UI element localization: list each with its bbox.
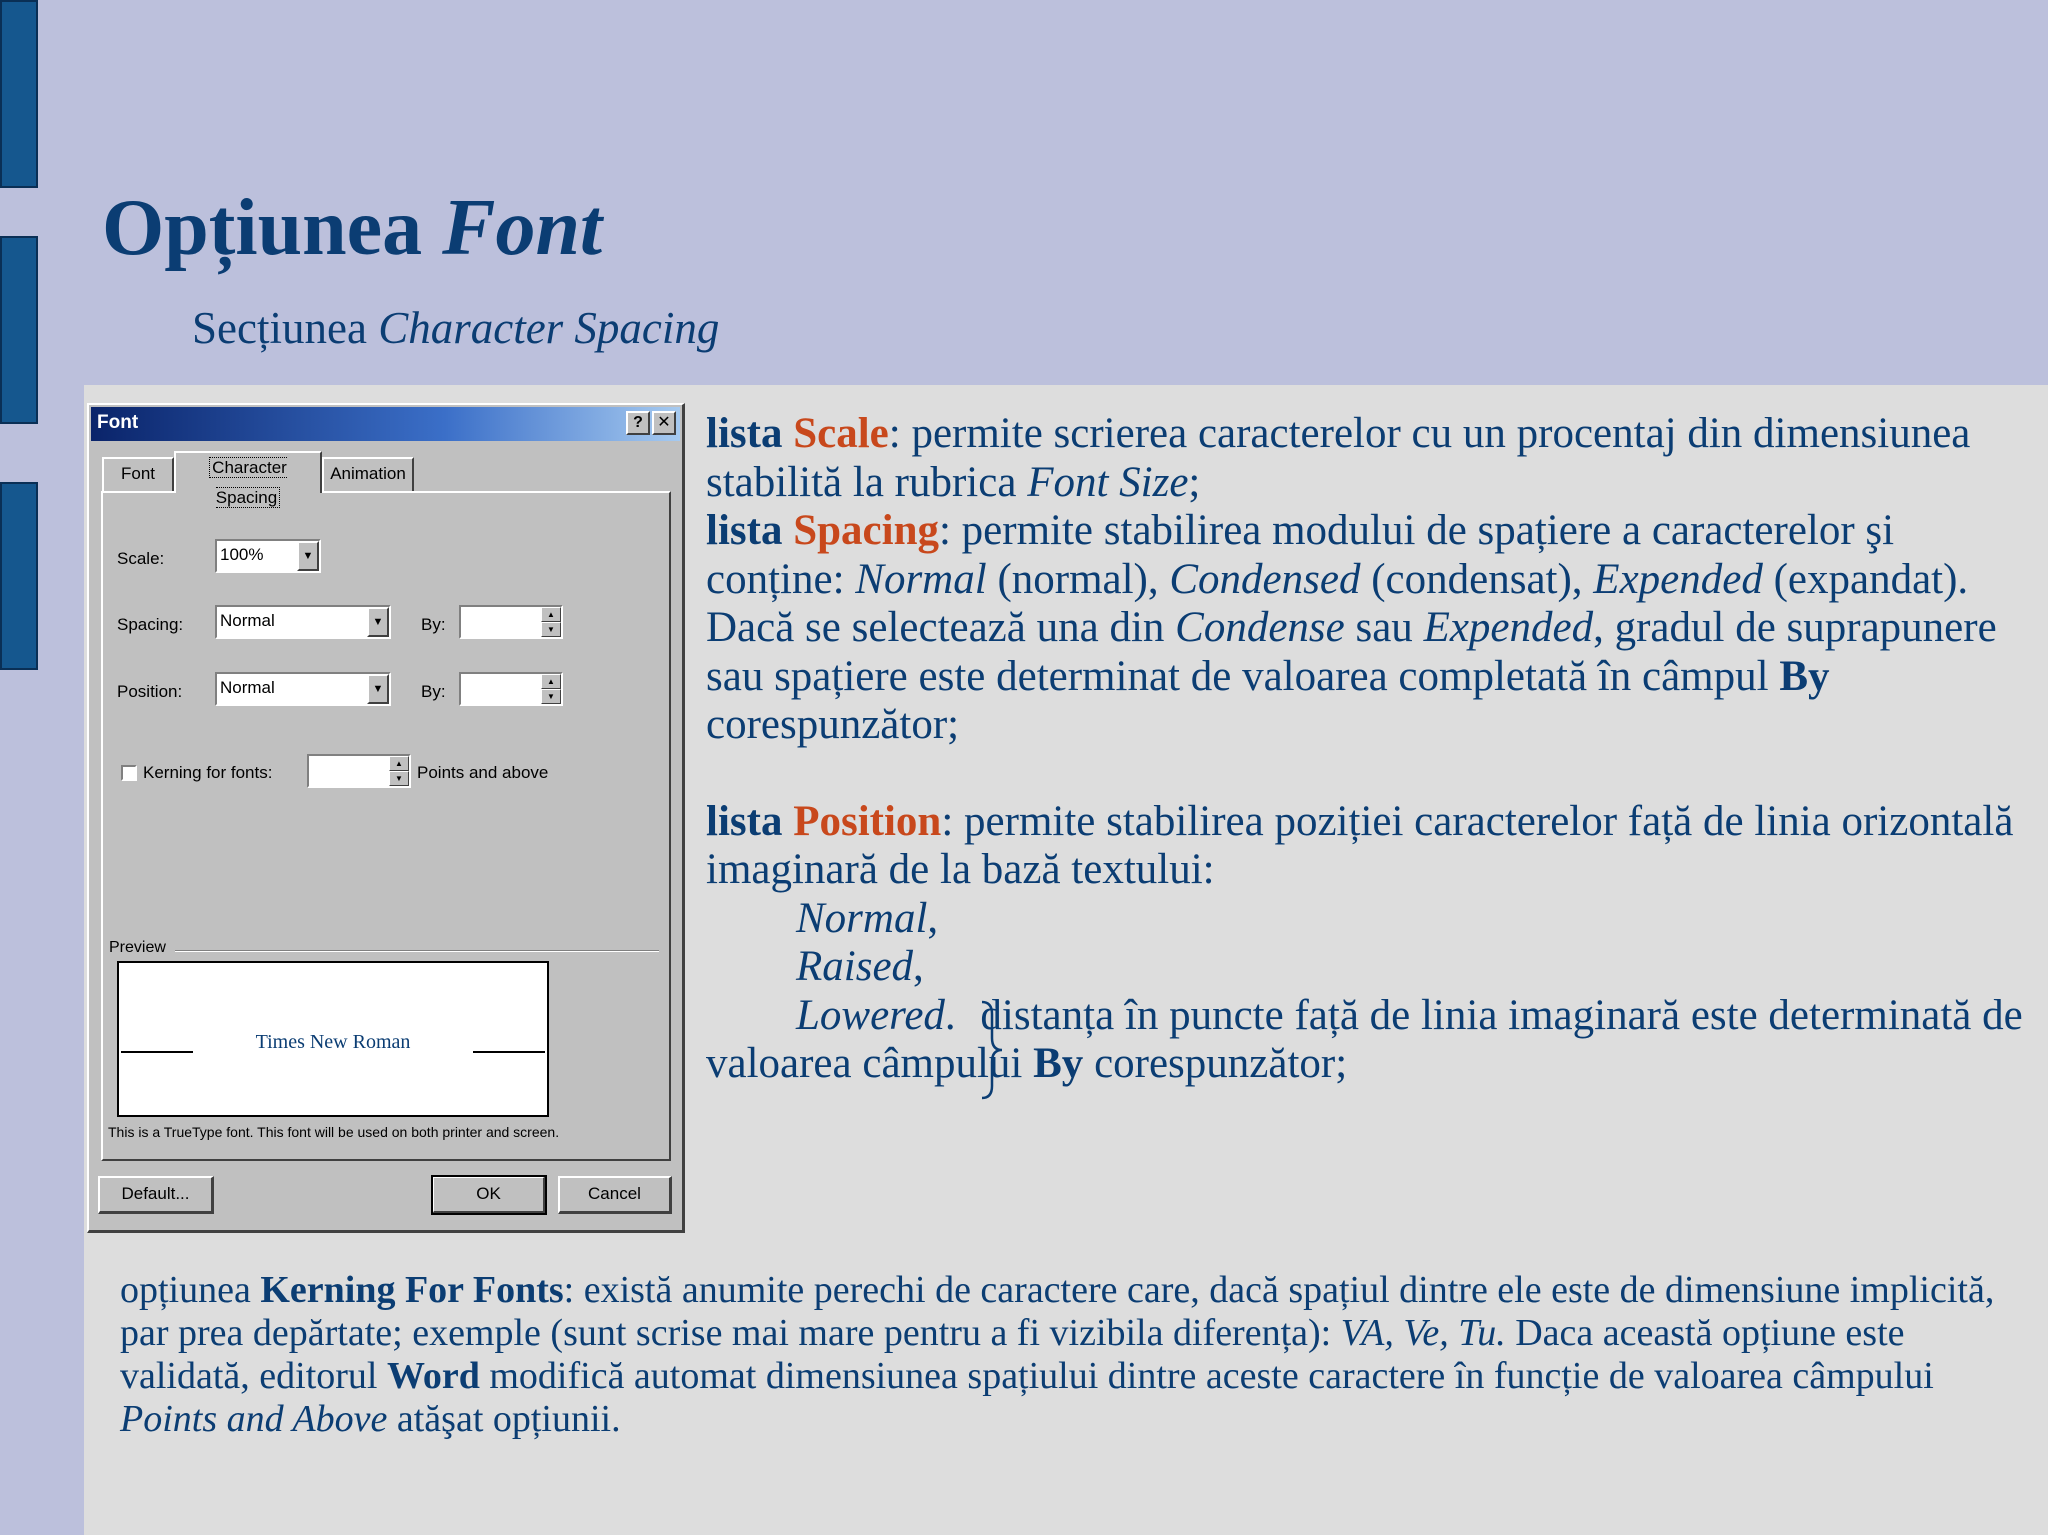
position-by-label: By:: [421, 682, 446, 701]
position-label: Position:: [117, 682, 183, 701]
k-bold2: Word: [386, 1355, 480, 1397]
chevron-down-icon[interactable]: ▼: [367, 674, 389, 704]
ok-button[interactable]: OK: [432, 1176, 546, 1214]
spacing-by-stepper[interactable]: [459, 605, 563, 639]
kerning-points-stepper[interactable]: [307, 754, 411, 788]
spin-up-icon[interactable]: ▲: [541, 607, 561, 622]
k-a: opțiunea: [120, 1269, 261, 1311]
p3-b: sau: [1344, 604, 1424, 651]
scale-select[interactable]: [215, 539, 321, 573]
tab-animation[interactable]: [322, 457, 414, 491]
scale-paragraph: [706, 410, 2026, 507]
preview-baseline-right: [473, 1051, 545, 1053]
opt2: Raised: [796, 943, 914, 990]
help-button[interactable]: ?: [626, 411, 650, 435]
position-select[interactable]: [215, 672, 391, 706]
position-keyword: Position: [793, 797, 942, 845]
p2-d: (condensat),: [1360, 555, 1594, 603]
preview-label: Preview: [109, 939, 166, 956]
paragraph-spacer: [706, 750, 2026, 798]
tab-animation-label: Animation: [330, 464, 406, 483]
opt1: Normal: [796, 894, 928, 942]
spin-down-icon[interactable]: ▼: [541, 622, 561, 637]
p2-i2: Condensed: [1169, 555, 1361, 603]
tab-character-spacing-label: Character Spacing: [209, 457, 287, 508]
kerning-label: Kerning for fonts:: [143, 763, 273, 782]
spacing-keyword: Spacing: [793, 507, 939, 554]
spacing-value: Normal: [220, 611, 275, 630]
preview-text: Times New Roman: [255, 1031, 411, 1053]
dialog-titlebar: [91, 407, 680, 441]
truetype-note: This is a TrueType font. This font will be used on both printer and screen.: [108, 1124, 560, 1140]
tab-font[interactable]: [102, 457, 174, 491]
preview-box: [117, 961, 549, 1117]
chevron-down-icon[interactable]: ▼: [297, 541, 319, 571]
title-italic: Font: [442, 184, 603, 272]
title-plain: Opțiunea: [102, 184, 443, 272]
p3-d: corespunzător;: [706, 701, 960, 748]
k-bold1: Kerning For Fonts: [260, 1269, 564, 1311]
slide-title: [102, 184, 603, 272]
position-by-stepper[interactable]: [459, 672, 563, 706]
kerning-text: [120, 1269, 2000, 1441]
spin-down-icon[interactable]: ▼: [389, 771, 409, 786]
p1-i: Font Size: [1027, 458, 1189, 506]
p3-a: Dacă se selectează una din: [706, 604, 1176, 651]
spin-up-icon[interactable]: ▲: [541, 674, 561, 689]
lowered-paragraph: [706, 992, 2026, 1089]
p4-b: : permite stabilirea poziției caracterelor față de linia orizontală imaginară de la bază textului:: [706, 797, 2014, 893]
kerning-checkbox[interactable]: [121, 765, 137, 781]
p2-e: (expandat).: [1762, 555, 1969, 603]
side-bar-bottom: [0, 482, 38, 670]
side-bar-middle: [0, 236, 38, 424]
points-above-label: Points and above: [417, 763, 549, 782]
tab-character-spacing[interactable]: [174, 451, 322, 507]
position-paragraph: [706, 798, 2026, 895]
subtitle-plain: Secțiunea: [192, 303, 379, 353]
chevron-down-icon[interactable]: ▼: [367, 607, 389, 637]
side-bar-top: [0, 0, 38, 188]
p3-i2: Expended: [1423, 604, 1594, 651]
spacing-select[interactable]: [215, 605, 391, 639]
scale-value: 100%: [220, 545, 264, 564]
p5-a: distanța în puncte față de linia imaginară este determinată de valoarea câmpului: [706, 991, 2023, 1087]
p2-i3: Expended: [1593, 555, 1763, 603]
p5-bold: By: [1033, 1040, 1084, 1087]
p1-c: ;: [1188, 458, 1201, 506]
k-i2: Points and Above: [120, 1398, 388, 1440]
scale-keyword: Scale: [793, 410, 889, 457]
spacing-label: Spacing:: [117, 615, 184, 634]
p5-b: corespunzător;: [1083, 1040, 1348, 1087]
condense-paragraph: [706, 604, 2026, 750]
p4-a: lista: [706, 797, 794, 845]
brace-icon: [980, 1000, 1004, 1100]
kerning-paragraph: [120, 1269, 2000, 1441]
description-text: [706, 410, 2026, 1089]
p1-b: : permite scrierea caracterelor cu un procentaj din dimensiunea stabilită la rubrica: [706, 410, 1971, 506]
spacing-paragraph: [706, 507, 2026, 604]
scale-label: Scale:: [117, 549, 165, 568]
spacing-by-label: By:: [421, 615, 446, 634]
k-c: Daca această opțiune este validată, editorul: [120, 1312, 1905, 1397]
p2-i1: Normal: [855, 555, 987, 603]
p2-c: (normal),: [986, 555, 1170, 603]
spin-down-icon[interactable]: ▼: [541, 689, 561, 704]
p3-i1: Condense: [1175, 604, 1345, 651]
tab-font-label: Font: [120, 464, 156, 483]
p3-bold: By: [1779, 652, 1830, 700]
p2-a: lista: [706, 507, 794, 554]
p2-b: : permite stabilirea modului de spațiere a caracterelor şi conține:: [706, 507, 1895, 603]
subtitle-italic: Character Spacing: [378, 303, 720, 353]
option-raised: Raised,: [796, 943, 924, 990]
k-e: atăşat opțiunii.: [387, 1398, 621, 1440]
opt3: Lowered: [796, 991, 945, 1039]
dialog-title: Font: [97, 412, 139, 433]
k-i1: VA, Ve, Tu.: [1340, 1312, 1506, 1354]
option-lowered: Lowered.: [796, 991, 956, 1039]
k-d: modifică automat dimensiunea spațiului dintre aceste caractere în funcție de valoarea câmpului: [479, 1355, 1934, 1397]
p3-c: , gradul de suprapunere sau spațiere este determinat de valoarea completată în câmpul: [706, 604, 1997, 700]
close-button[interactable]: ✕: [652, 411, 676, 435]
preview-divider: [175, 950, 659, 952]
option-normal: Normal,: [796, 894, 939, 942]
spin-up-icon[interactable]: ▲: [389, 756, 409, 771]
slide-subtitle: [192, 303, 720, 353]
default-button[interactable]: Default...: [98, 1176, 214, 1214]
position-value: Normal: [220, 678, 275, 697]
k-b: : există anumite perechi de caractere care, dacă spațiul dintre ele este de dimensiune implicită, par prea depărtate; exemple (sunt scrise mai mare pentru a fi vizibila diferența):: [120, 1269, 1995, 1354]
p1-a: lista: [706, 410, 794, 457]
cancel-button[interactable]: Cancel: [558, 1176, 672, 1214]
